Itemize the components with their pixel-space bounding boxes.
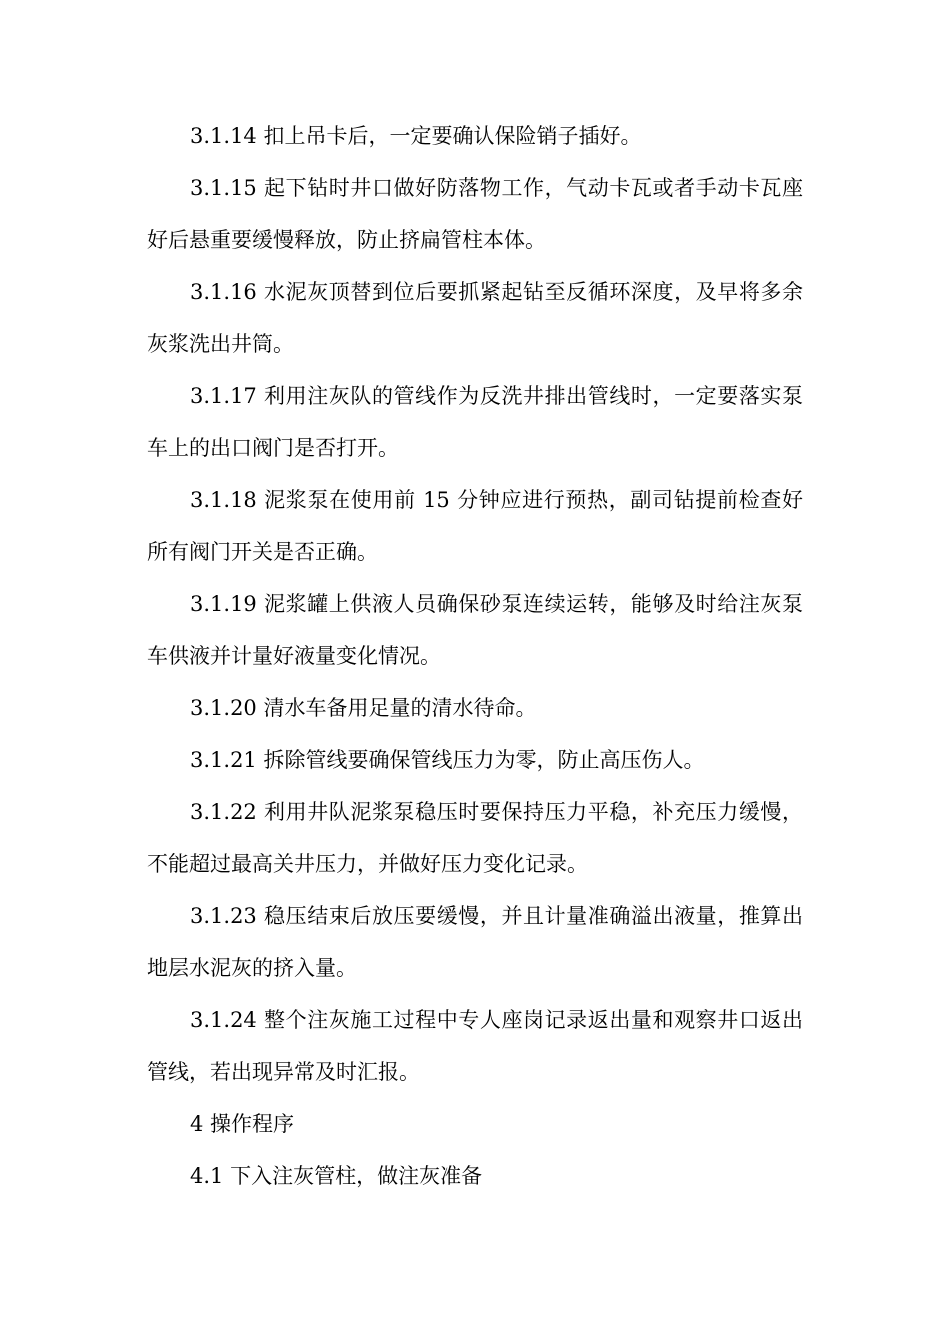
paragraph-3-1-22: 3.1.22 利用井队泥浆泵稳压时要保持压力平稳，补充压力缓慢，不能超过最高关井压力，并做好压力变化记录。 (147, 800, 803, 876)
document-body (147, 110, 803, 1202)
section-heading-4: 4 操作程序 (190, 1112, 295, 1136)
paragraph-3-1-14: 3.1.14 扣上吊卡后，一定要确认保险销子插好。 (190, 124, 642, 148)
paragraph-3-1-20: 3.1.20 清水车备用足量的清水待命。 (190, 696, 537, 720)
subsection-heading-4-1: 4.1 下入注灰管柱，做注灰准备 (190, 1164, 483, 1188)
paragraph-3-1-15: 3.1.15 起下钻时井口做好防落物工作，气动卡瓦或者手动卡瓦座好后悬重要缓慢释放，防止挤扁管柱本体。 (147, 176, 803, 252)
paragraph-3-1-24: 3.1.24 整个注灰施工过程中专人座岗记录返出量和观察井口返出管线，若出现异常及时汇报。 (147, 1008, 803, 1084)
paragraph-3-1-21: 3.1.21 拆除管线要确保管线压力为零，防止高压伤人。 (190, 748, 705, 772)
paragraph-3-1-16: 3.1.16 水泥灰顶替到位后要抓紧起钻至反循环深度，及早将多余灰浆洗出井筒。 (147, 280, 803, 356)
paragraph-3-1-17: 3.1.17 利用注灰队的管线作为反洗井排出管线时，一定要落实泵车上的出口阀门是否打开。 (147, 384, 803, 460)
paragraph-3-1-23: 3.1.23 稳压结束后放压要缓慢，并且计量准确溢出液量，推算出地层水泥灰的挤入量。 (147, 904, 803, 980)
paragraph-3-1-18: 3.1.18 泥浆泵在使用前 15 分钟应进行预热，副司钻提前检查好所有阀门开关是否正确。 (147, 488, 803, 564)
paragraph-3-1-19: 3.1.19 泥浆罐上供液人员确保砂泵连续运转，能够及时给注灰泵车供液并计量好液量变化情况。 (147, 592, 803, 668)
